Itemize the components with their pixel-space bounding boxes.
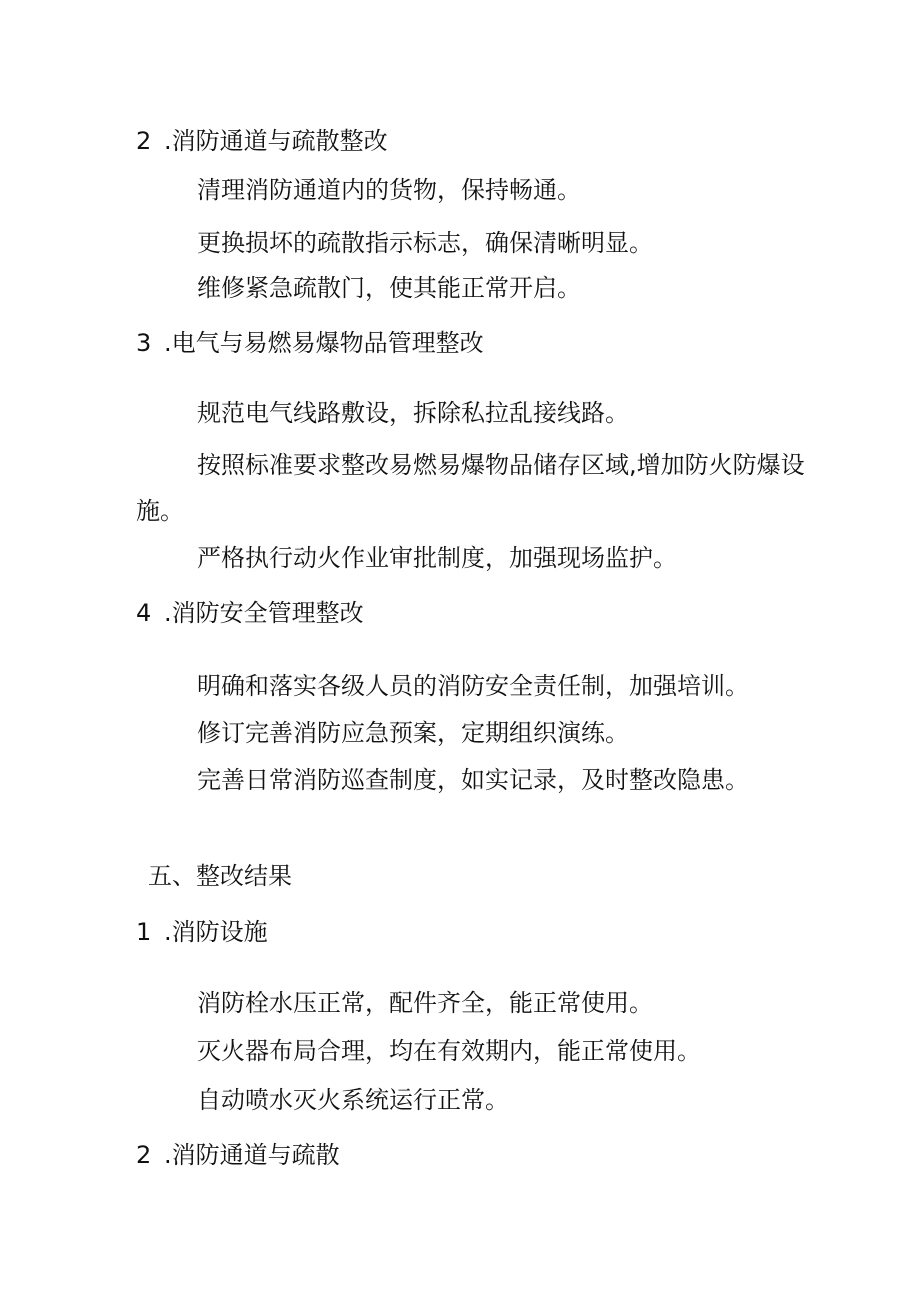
heading-title: .电气与易燃易爆物品管理整改	[164, 329, 484, 357]
heading-number: 3	[136, 329, 152, 357]
heading-number: 4	[136, 599, 152, 627]
paragraph-item: 消防栓水压正常，配件齐全，能正常使用。	[197, 989, 653, 1017]
heading-1-fire-facilities	[136, 917, 268, 947]
paragraph-item: 规范电气线路敷设，拆除私拉乱接线路。	[197, 399, 629, 427]
heading-title: .消防通道与疏散	[164, 1141, 340, 1169]
heading-3-electrical-flammable-rectification	[136, 328, 484, 358]
paragraph-item-continuation: 施。	[136, 497, 184, 525]
section-heading-rectification-results: 五、整改结果	[148, 862, 292, 890]
heading-title: .消防通道与疏散整改	[164, 127, 388, 155]
heading-number: 1	[136, 918, 152, 946]
paragraph-item: 自动喷水灭火系统运行正常。	[197, 1086, 509, 1114]
heading-title: .消防设施	[164, 918, 268, 946]
paragraph-item: 维修紧急疏散门，使其能正常开启。	[197, 274, 581, 302]
heading-4-fire-safety-management	[136, 598, 364, 628]
paragraph-item: 更换损坏的疏散指示标志，确保清晰明显。	[197, 229, 653, 257]
paragraph-item: 修订完善消防应急预案，定期组织演练。	[197, 719, 629, 747]
heading-title: .消防安全管理整改	[164, 599, 364, 627]
heading-number: 2	[136, 1141, 152, 1169]
paragraph-item: 明确和落实各级人员的消防安全责任制，加强培训。	[197, 672, 749, 700]
heading-number: 2	[136, 127, 152, 155]
heading-2-fire-passage-rectification	[136, 126, 388, 156]
paragraph-item: 完善日常消防巡查制度，如实记录，及时整改隐患。	[197, 766, 749, 794]
paragraph-item: 严格执行动火作业审批制度，加强现场监护。	[197, 544, 677, 572]
paragraph-item: 按照标准要求整改易燃易爆物品储存区域,增加防火防爆设	[197, 451, 805, 479]
paragraph-item: 灭火器布局合理，均在有效期内，能正常使用。	[197, 1037, 701, 1065]
heading-2-fire-passage-evacuation	[136, 1140, 340, 1170]
paragraph-item: 清理消防通道内的货物，保持畅通。	[197, 176, 581, 204]
